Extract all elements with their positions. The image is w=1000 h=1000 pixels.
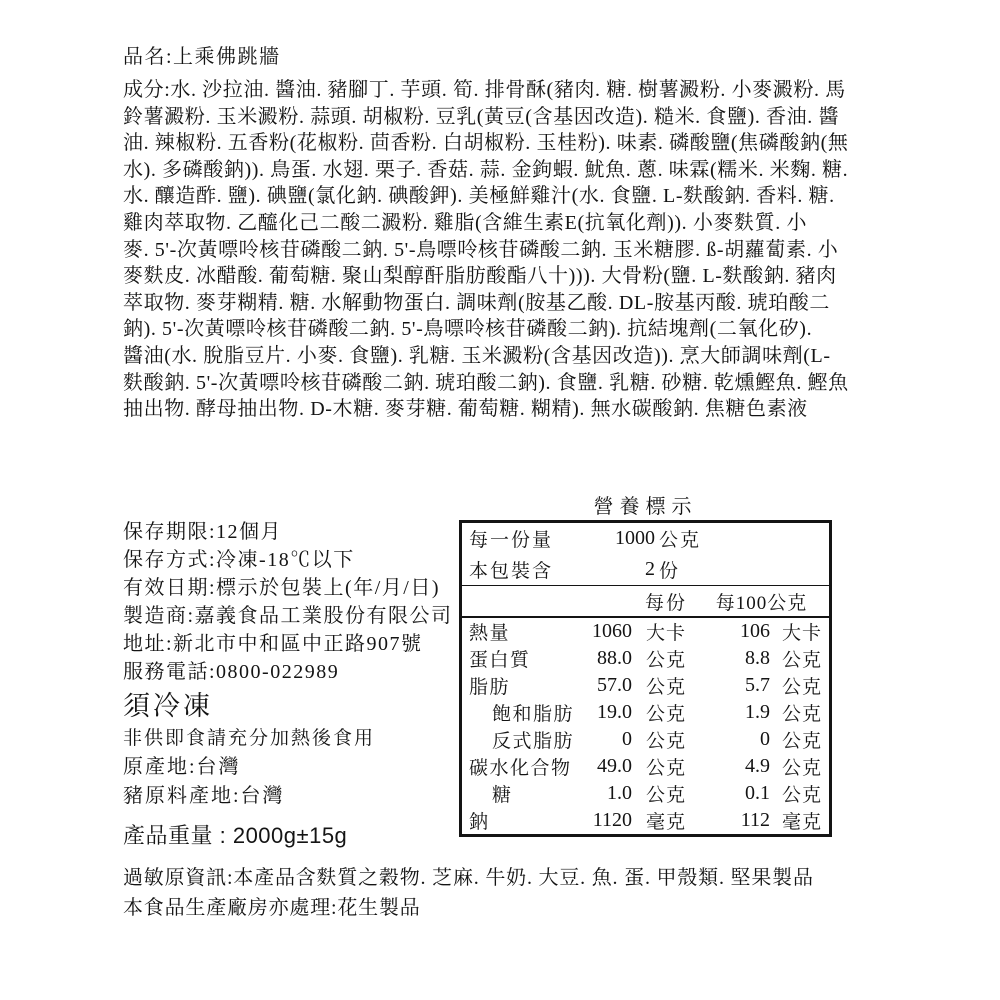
ingredients-line: 抽出物. 酵母抽出物. D-木糖. 麥芽糖. 葡萄糖. 糊精). 無水碳酸鈉. 焦糖色素液 [123,398,808,421]
per-100g-value: 4.9 [745,755,770,777]
product-name: 品名:上乘佛跳牆 [123,46,281,68]
per-100g-value: 0.1 [745,782,770,804]
heating-note: 非供即食請充分加熱後食用 [123,728,376,749]
per-100g-header: 每100公克 [715,592,808,614]
per-serving-unit: 公克 [646,677,687,698]
storage-method: 保存方式:冷凍-18℃以下 [123,549,355,571]
per-100g-unit: 毫克 [782,812,823,833]
per-serving-value: 49.0 [597,755,632,777]
nutrition-section [459,496,832,837]
per-serving-value: 1060 [592,620,632,642]
serving-size-unit: 公克 [659,530,702,551]
per-serving-unit: 毫克 [646,812,687,833]
allergen-info: 過敏原資訊:本產品含麩質之穀物. 芝麻. 牛奶. 大豆. 魚. 蛋. 甲殼類. 堅果製品 [123,867,814,889]
servings-per-pack-unit: 份 [659,561,681,582]
nutrition-table [459,520,832,837]
per-100g-unit: 公克 [782,650,823,671]
ingredients-section [123,40,885,423]
per-100g-value: 8.8 [745,647,770,669]
pork-origin: 豬原料產地:台灣 [123,785,285,807]
nutrition-row-carbohydrate [462,753,829,780]
servings-per-pack-value: 2 [645,558,655,580]
ingredients-line: 油. 辣椒粉. 五香粉(花椒粉. 茴香粉. 白胡椒粉. 玉桂粉). 味素. 磷酸鹽(焦磷酸鈉(無 [123,132,849,155]
per-100g-unit: 公克 [782,731,823,752]
per-100g-unit: 公克 [782,677,823,698]
serving-size-value: 1000 [615,527,655,549]
keep-frozen-notice: 須冷凍 [123,691,213,721]
ingredients-line: 麩酸鈉. 5'-次黃嘌呤核苷磷酸二鈉. 琥珀酸二鈉). 食鹽. 乳糖. 砂糖. 乾燻鰹魚. 鰹魚 [123,371,849,394]
per-serving-value: 19.0 [597,701,632,723]
product-weight: 產品重量 : 2000g±15g [123,823,348,848]
nutrition-column-headers [462,586,829,616]
nutrition-row-trans-fat [462,726,829,753]
row-label: 蛋白質 [469,650,531,671]
ingredients-line: 水). 多磷酸鈉)). 鳥蛋. 水翅. 栗子. 香菇. 蒜. 金鉤蝦. 魷魚. 蔥. 味霖(糯米. 米麴. 糖. [123,158,849,181]
per-100g-value: 1.9 [745,701,770,723]
ingredients-line: 鈉). 5'-次黃嘌呤核苷磷酸二鈉. 5'-鳥嘌呤核苷磷酸二鈉). 抗結塊劑(二氧化矽). [123,318,813,341]
address: 地址:新北市中和區中正路907號 [123,633,423,655]
ingredients-line: 雞肉萃取物. 乙醯化己二酸二澱粉. 雞脂(含維生素E(抗氧化劑)). 小麥麩質. 小 [123,211,808,234]
serving-size-label: 每一份量 [469,530,554,551]
per-serving-unit: 公克 [646,731,687,752]
per-100g-value: 0 [760,728,770,750]
per-serving-value: 1.0 [607,782,632,804]
ingredients-line: 鈴薯澱粉. 玉米澱粉. 蒜頭. 胡椒粉. 豆乳(黃豆(含基因改造). 糙米. 食鹽). 香油. 醬 [123,105,840,128]
nutrition-title: 營養標示 [593,496,698,518]
ingredients-line: 成分:水. 沙拉油. 醬油. 豬腳丁. 芋頭. 筍. 排骨酥(豬肉. 糖. 樹薯澱粉. 小麥澱粉. 馬 [123,79,846,101]
manufacturer: 製造商:嘉義食品工業股份有限公司 [123,605,453,627]
shelf-life: 保存期限:12個月 [123,521,283,543]
facility-processing-note: 本食品生產廠房亦處理:花生製品 [123,897,421,919]
nutrition-row-protein [462,645,829,672]
row-label: 鈉 [469,812,490,833]
expiry-date: 有效日期:標示於包裝上(年/月/日) [123,577,440,599]
per-100g-value: 5.7 [745,674,770,696]
servings-per-pack-row [462,554,829,585]
per-serving-value: 0 [622,728,632,750]
ingredients-line: 醬油(水. 脫脂豆片. 小麥. 食鹽). 乳糖. 玉米澱粉(含基因改造)). 烹大師調味劑(L- [123,344,831,367]
ingredients-line: 麥麩皮. 冰醋酸. 葡萄糖. 聚山梨醇酐脂肪酸酯八十))). 大骨粉(鹽. L-麩酸鈉. 豬肉 [123,265,837,288]
per-serving-unit: 公克 [646,704,687,725]
row-label: 飽和脂肪 [492,704,575,725]
nutrition-row-sodium [462,807,829,834]
row-label: 糖 [492,785,513,806]
per-serving-value: 1120 [592,809,632,831]
nutrition-row-sugar [462,780,829,807]
row-label: 碳水化合物 [469,758,572,779]
per-100g-unit: 公克 [782,758,823,779]
origin: 原產地:台灣 [123,756,241,778]
serving-size-row [462,523,829,554]
row-label: 反式脂肪 [492,731,575,752]
per-100g-unit: 大卡 [782,623,823,644]
per-100g-value: 112 [740,809,770,831]
per-100g-value: 106 [740,620,770,642]
per-100g-unit: 公克 [782,704,823,725]
service-phone: 服務電話:0800-022989 [123,661,340,683]
nutrition-row-fat [462,672,829,699]
ingredients-line: 麥. 5'-次黃嘌呤核苷磷酸二鈉. 5'-鳥嘌呤核苷磷酸二鈉. 玉米糖膠. ß-胡蘿蔔素. 小 [123,238,839,261]
per-serving-header: 每份 [645,592,688,614]
per-serving-value: 88.0 [597,647,632,669]
per-serving-unit: 大卡 [646,623,687,644]
per-serving-unit: 公克 [646,785,687,806]
product-info-section [123,518,468,853]
per-serving-unit: 公克 [646,758,687,779]
nutrition-row-calories [462,618,829,645]
per-serving-unit: 公克 [646,650,687,671]
row-label: 熱量 [469,623,511,644]
allergen-section [123,863,893,923]
servings-per-pack-label: 本包裝含 [469,561,554,582]
row-label: 脂肪 [469,677,511,698]
per-serving-value: 57.0 [597,674,632,696]
ingredients-line: 萃取物. 麥芽糊精. 糖. 水解動物蛋白. 調味劑(胺基乙酸. DL-胺基丙酸. 琥珀酸二 [123,291,830,314]
nutrition-row-saturated-fat [462,699,829,726]
per-100g-unit: 公克 [782,785,823,806]
ingredients-line: 水. 釀造酢. 鹽). 碘鹽(氯化鈉. 碘酸鉀). 美極鮮雞汁(水. 食鹽. L-麩酸鈉. 香料. 糖. [123,185,835,208]
